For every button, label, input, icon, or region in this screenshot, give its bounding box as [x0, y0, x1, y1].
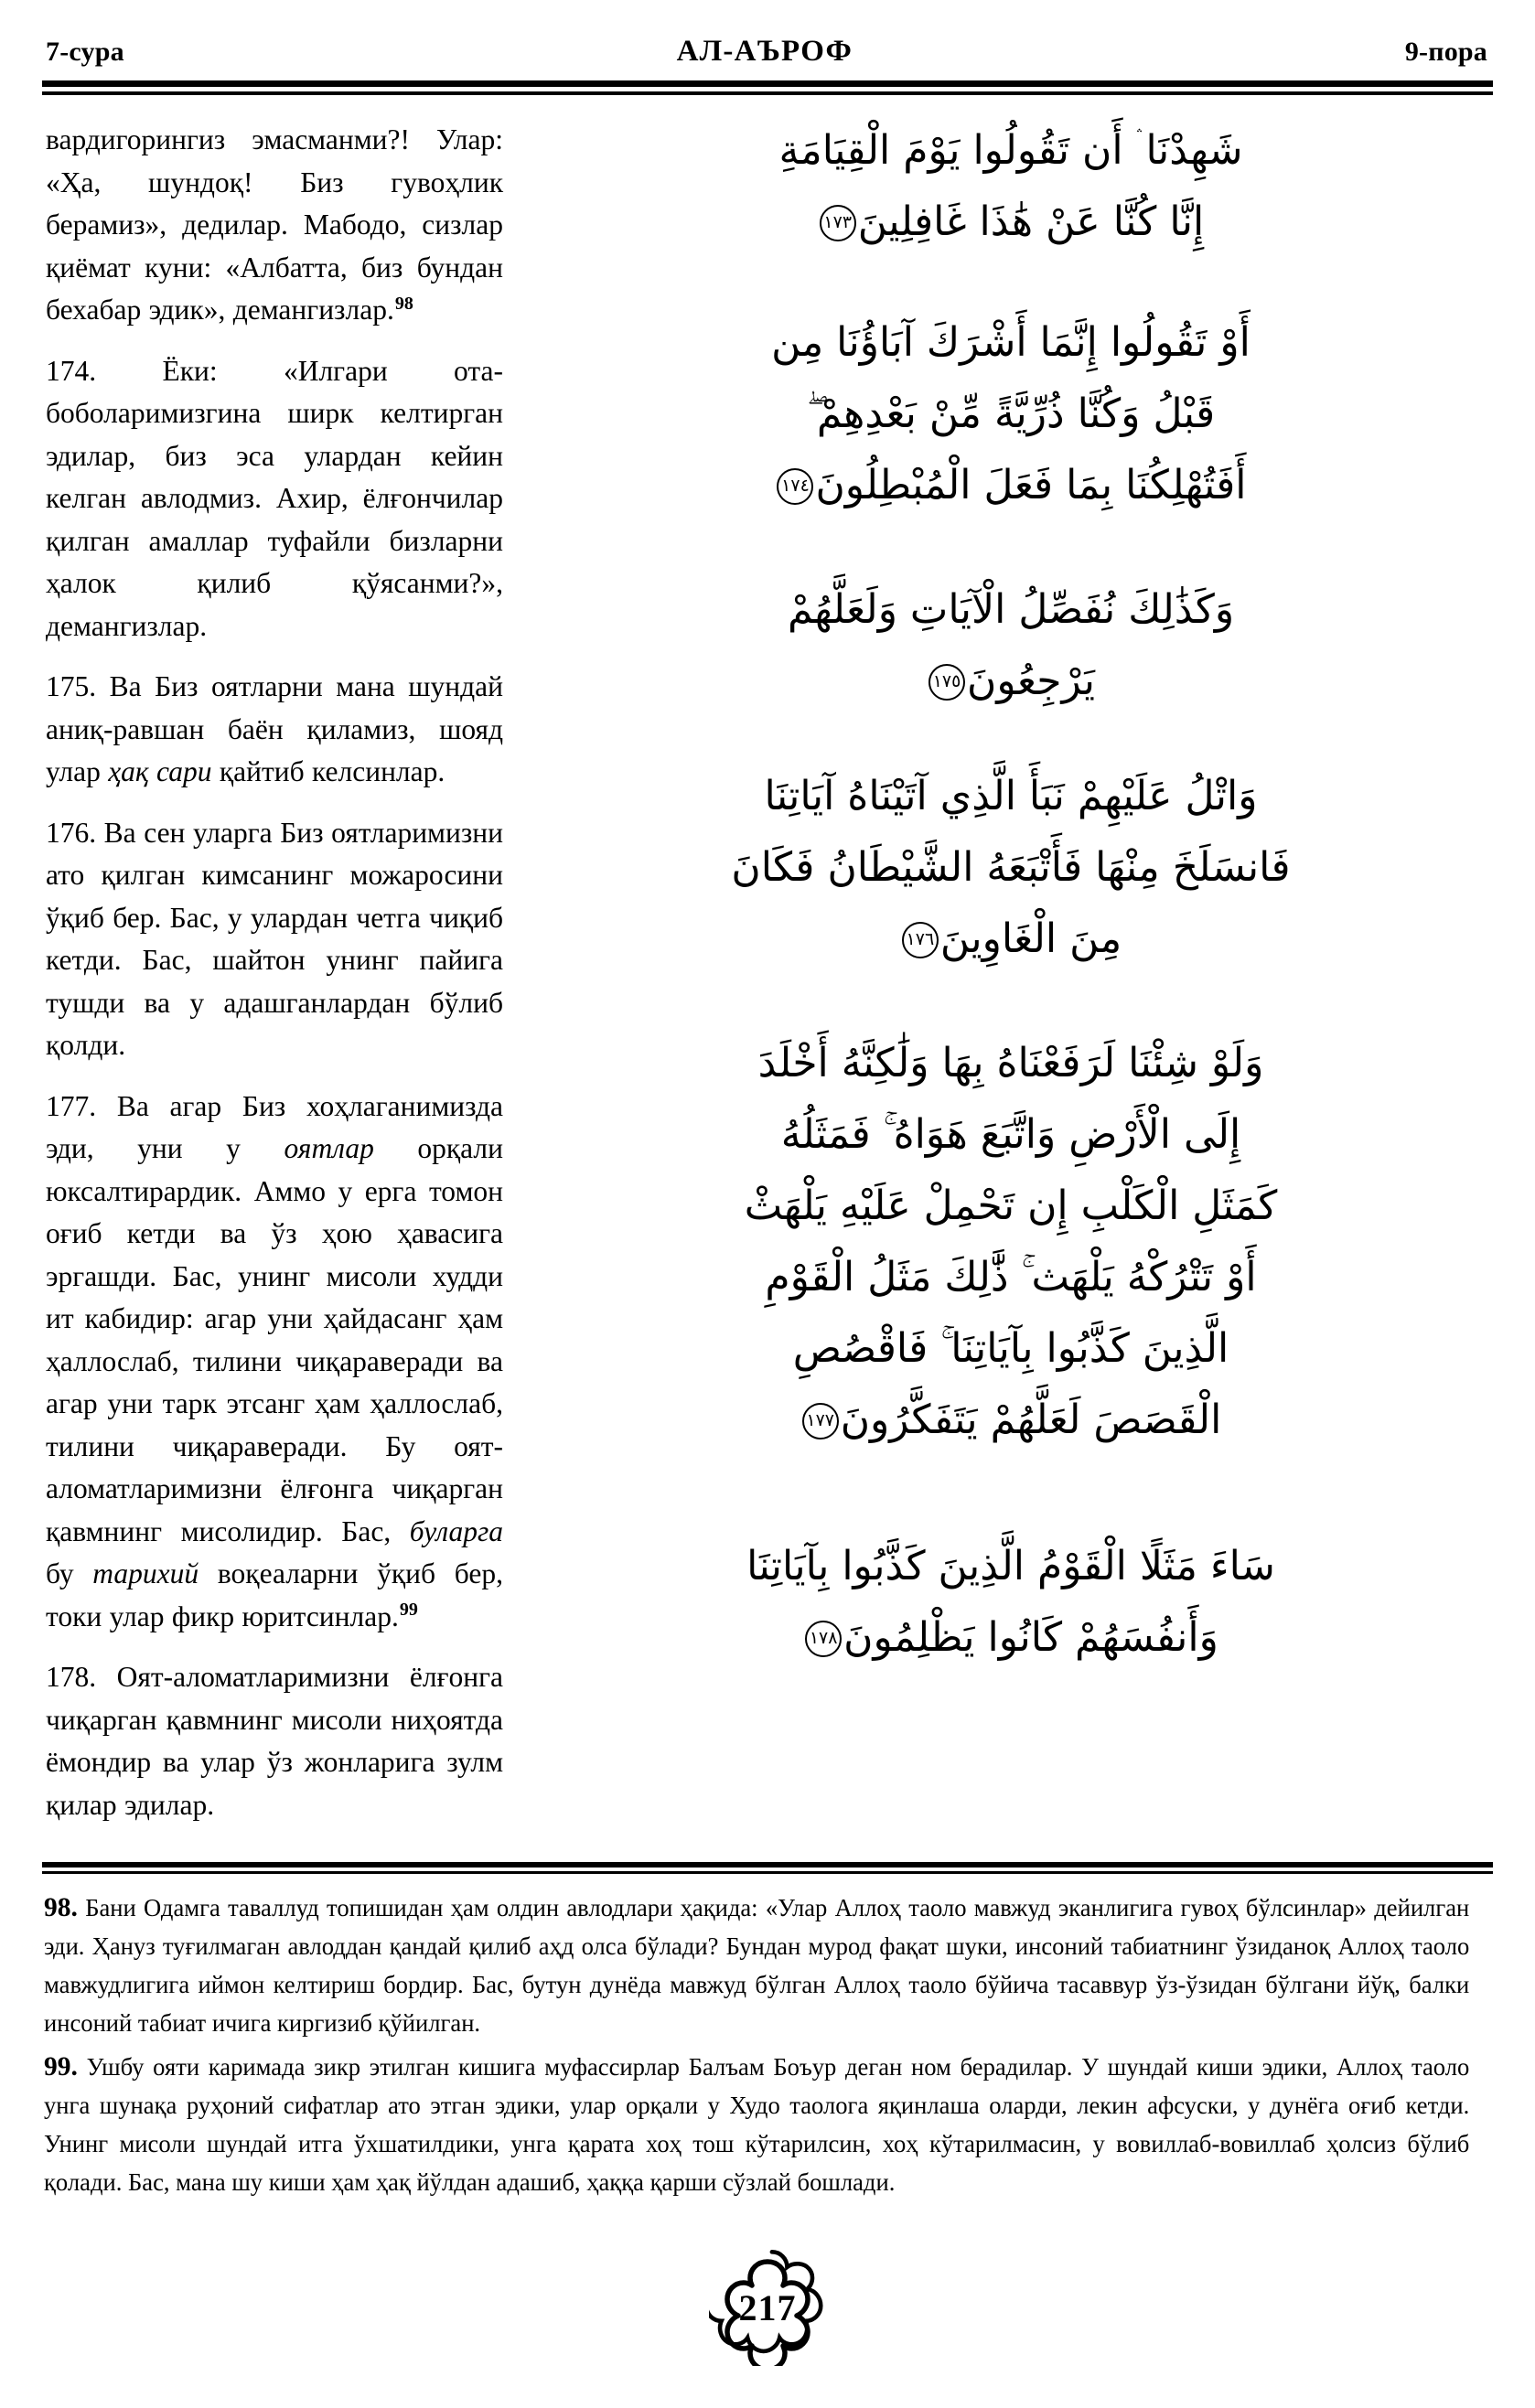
arabic-line-with-mark: [536, 904, 1486, 975]
folio: [0, 2249, 1535, 2366]
uzbek-translation-column: [40, 119, 503, 1857]
verse-number-177: 177.: [46, 1089, 97, 1122]
uzbek-paragraph-177: [46, 1086, 503, 1639]
arabic-line-with-mark: [536, 1385, 1486, 1456]
arabic-line-text: إِنَّا كُنَّا عَنْ هَٰذَا غَافِلِينَ: [857, 198, 1205, 245]
arabic-line: كَمَثَلِ الْكَلْبِ إِن تَحْمِلْ عَلَيْهِ يَلْهَثْ: [744, 1183, 1278, 1229]
arabic-line-text: الْقَصَصَ لَعَلَّهُمْ يَتَفَكَّرُونَ: [840, 1397, 1222, 1443]
arabic-line: وَكَذَٰلِكَ نُفَصِّلُ الْآيَاتِ وَلَعَلَّهُمْ: [787, 586, 1235, 633]
arabic-block-178: [536, 1531, 1486, 1674]
arabic-line-with-mark: [536, 646, 1486, 717]
uzbek-text-c: бу: [46, 1557, 93, 1589]
verse-number-175: 175.: [46, 670, 97, 702]
uzbek-paragraph-178: [46, 1656, 503, 1826]
arabic-block-174: [536, 307, 1486, 521]
uzbek-paragraph-continuation: [46, 119, 503, 332]
uzbek-text: Оят-аломатларимизни ёлғонга чиқарган қавмнинг мисоли ниҳоятда ёмондир ва улар ўз жонларига зулм қилар эдилар.: [46, 1661, 503, 1821]
arabic-block-175: [536, 574, 1486, 717]
header-juz-number: 9-пора: [1404, 37, 1487, 67]
arabic-line: فَانسَلَخَ مِنْهَا فَأَتْبَعَهُ الشَّيْطَانُ فَكَانَ: [731, 844, 1291, 891]
arabic-block-176: [536, 761, 1486, 975]
uzbek-text-b: қайтиб келсинлар.: [211, 755, 445, 787]
uzbek-italic-tarixiy: тарихий: [92, 1557, 199, 1589]
arabic-line: وَلَوْ شِئْنَا لَرَفَعْنَاهُ بِهَا وَلَٰكِنَّهُ أَخْلَدَ: [757, 1040, 1264, 1086]
verse-number-178: 178.: [46, 1661, 97, 1693]
uzbek-text: вардигорингиз эмасманми?! Улар: «Ҳа, шундоқ! Биз гувоҳлик берамиз», дедилар. Мабодо, сизлар қиёмат куни: «Албатта, биз бундан бехабар эдик», демангизлар.: [46, 123, 503, 326]
arabic-block-173: [536, 115, 1486, 258]
arabic-line-text: وَأَنفُسَهُمْ كَانُوا يَظْلِمُونَ: [843, 1614, 1218, 1661]
footnote-98-number: 98.: [44, 1892, 78, 1922]
ayah-number-marker-178: ١٧٨: [805, 1621, 842, 1657]
footnote-ref-99[interactable]: 99: [399, 1600, 418, 1620]
ayah-number-marker-177: ١٧٧: [802, 1403, 839, 1439]
verse-number-176: 176.: [46, 816, 97, 849]
arabic-line-with-mark: [536, 450, 1486, 521]
uzbek-text: Ёки: «Илгари ота-боболаримизгина ширк келтирган эдилар, биз эса улардан кейин келган авлодмиз. Ахир, ёлғончилар қилган амаллар туфайли бизларни ҳалок қилиб қўясанми?», демангизлар.: [46, 354, 503, 642]
arabic-line-text: مِنَ الْغَاوِينَ: [939, 915, 1122, 962]
arabic-line: الَّذِينَ كَذَّبُوا بِآيَاتِنَا ۚ فَاقْصُصِ: [792, 1325, 1229, 1372]
uzbek-paragraph-174: [46, 350, 503, 648]
header-rule: [42, 80, 1493, 95]
uzbek-paragraph-176: [46, 812, 503, 1067]
ayah-number-marker-173: ١٧٣: [820, 205, 856, 241]
footnote-99-number: 99.: [44, 2051, 78, 2082]
footnote-ref-98[interactable]: 98: [394, 293, 413, 314]
arabic-line: أَوْ تَتْرُكْهُ يَلْهَث ۚ ذَّٰلِكَ مَثَلُ الْقَوْمِ: [765, 1254, 1257, 1300]
footnote-99: [44, 2048, 1469, 2201]
footnote-98-text: Бани Одамга таваллуд топишидан ҳам олдин авлодлари ҳақида: «Улар Аллоҳ таоло мавжуд эканлигига гувоҳ бўлсинлар» дейилган эди. Ҳануз туғилмаган авлоддан қандай қилиб аҳд олса бўлади? Бундан мурод фақат шуки, инсоний табиатнинг ўзиданоқ Аллоҳ таоло мавжудлигига иймон келтириш бордир. Бас, бутун дунёда мавжуд бўлган Аллоҳ таоло бўйича тасаввур ўз-ўзидан бўлгани йўқ, балки инсоний табиат ичига киргизиб қўйилган.: [44, 1894, 1470, 2037]
uzbek-paragraph-175: [46, 666, 503, 794]
ayah-number-marker-176: ١٧٦: [902, 922, 939, 958]
uzbek-text-d: воқеаларни ўқиб бер, токи улар фикр юритсинлар.: [46, 1557, 503, 1632]
uzbek-text: Ва сен уларга Биз оятларимизни ато қилган кимсанинг можаросини ўқиб бер. Бас, у улардан четга чиқиб кетди. Бас, шайтон унинг пайига тушди ва у адашганлардан бўлиб қолди.: [46, 816, 504, 1061]
arabic-line-text: أَفَتُهْلِكُنَا بِمَا فَعَلَ الْمُبْطِلُونَ: [815, 462, 1247, 508]
running-header: [40, 35, 1495, 75]
arabic-line-with-mark: [536, 187, 1486, 258]
ayah-number-marker-175: ١٧٥: [929, 664, 965, 701]
footnote-99-text: Ушбу ояти каримада зикр этилган кишига муфассирлар Балъам Боъур деган ном берадилар. У шундай киши эдики, Аллоҳ таоло унга шунақа руҳоний сифатлар ато этган эдики, улар орқали у Худо таологa яқинлаша оларди, лекин афсуски, у дунёга оғиб кетди. Унинг мисоли шундай итга ўхшатилдики, унга қарата хоҳ тош кўтарилсин, хоҳ кўтарилмасин, у вовиллаб-вовиллаб ҳолсиз бўлиб қолади. Бас, мана шу киши ҳам ҳақ йўлдан адашиб, ҳаққа қарши сўзлай бошлади.: [44, 2053, 1470, 2196]
ayah-number-marker-174: ١٧٤: [777, 468, 813, 505]
uzbek-text-a: Ва Биз оятларни мана шундай аниқ-равшан баён қиламиз, шояд улар: [46, 670, 504, 787]
footnote-98: [44, 1889, 1469, 2042]
quatrefoil-ornament-icon: [709, 2249, 826, 2366]
uzbek-italic-bularga: буларга: [409, 1514, 503, 1547]
uzbek-italic-haq-sari: ҳақ сари: [108, 755, 212, 787]
arabic-block-177: [536, 1028, 1486, 1456]
footnotes-section: [40, 1889, 1495, 2201]
footnote-rule: [42, 1862, 1493, 1874]
arabic-line-with-mark: [536, 1602, 1486, 1674]
header-surah-number: 7-сура: [46, 37, 124, 67]
uzbek-text-a: Ва агар Биз хоҳлаганимизда эди, уни у: [46, 1089, 503, 1164]
arabic-line: إِلَى الْأَرْضِ وَاتَّبَعَ هَوَاهُ ۚ فَمَثَلُهُ: [780, 1111, 1241, 1158]
uzbek-text-b: орқали юксалтирардик. Аммо у ерга томон оғиб кетди ва ўз ҳою ҳавасига эргашди. Бас, унинг мисоли худди ит кабидир: агар уни ҳайдасанг ҳам ҳаллослаб, тилини чиқараверади ва агар уни тарк этсанг ҳам ҳаллослаб, тилини чиқараверади. Бу оят-аломатларимизни ёлғонга чиқарган қавмнинг мисолидир. Бас,: [46, 1132, 503, 1547]
uzbek-italic-oyatlar: оятлар: [284, 1132, 374, 1164]
header-surah-name: АЛ-АЪРОФ: [676, 35, 853, 68]
arabic-line: سَاءَ مَثَلًا الْقَوْمُ الَّذِينَ كَذَّبُوا بِآيَاتِنَا: [746, 1543, 1275, 1589]
verse-number-174: 174.: [46, 354, 97, 387]
arabic-line: أَوْ تَقُولُوا إِنَّمَا أَشْرَكَ آبَاؤُنَا مِن: [771, 319, 1251, 366]
arabic-line: شَهِدْنَا ۛ أَن تَقُولُوا يَوْمَ الْقِيَامَةِ: [778, 127, 1243, 174]
column-gutter: [503, 119, 536, 1857]
arabic-line: وَاتْلُ عَلَيْهِمْ نَبَأَ الَّذِي آتَيْنَاهُ آيَاتِنَا: [764, 773, 1258, 819]
page-number: 217: [738, 2286, 797, 2328]
arabic-quran-column: [536, 119, 1495, 1857]
body-columns: [40, 119, 1495, 1857]
arabic-line-text: يَرْجِعُونَ: [967, 658, 1095, 704]
arabic-line: قَبْلُ وَكُنَّا ذُرِّيَّةً مِّنْ بَعْدِهِمْ ۖ: [806, 391, 1216, 437]
